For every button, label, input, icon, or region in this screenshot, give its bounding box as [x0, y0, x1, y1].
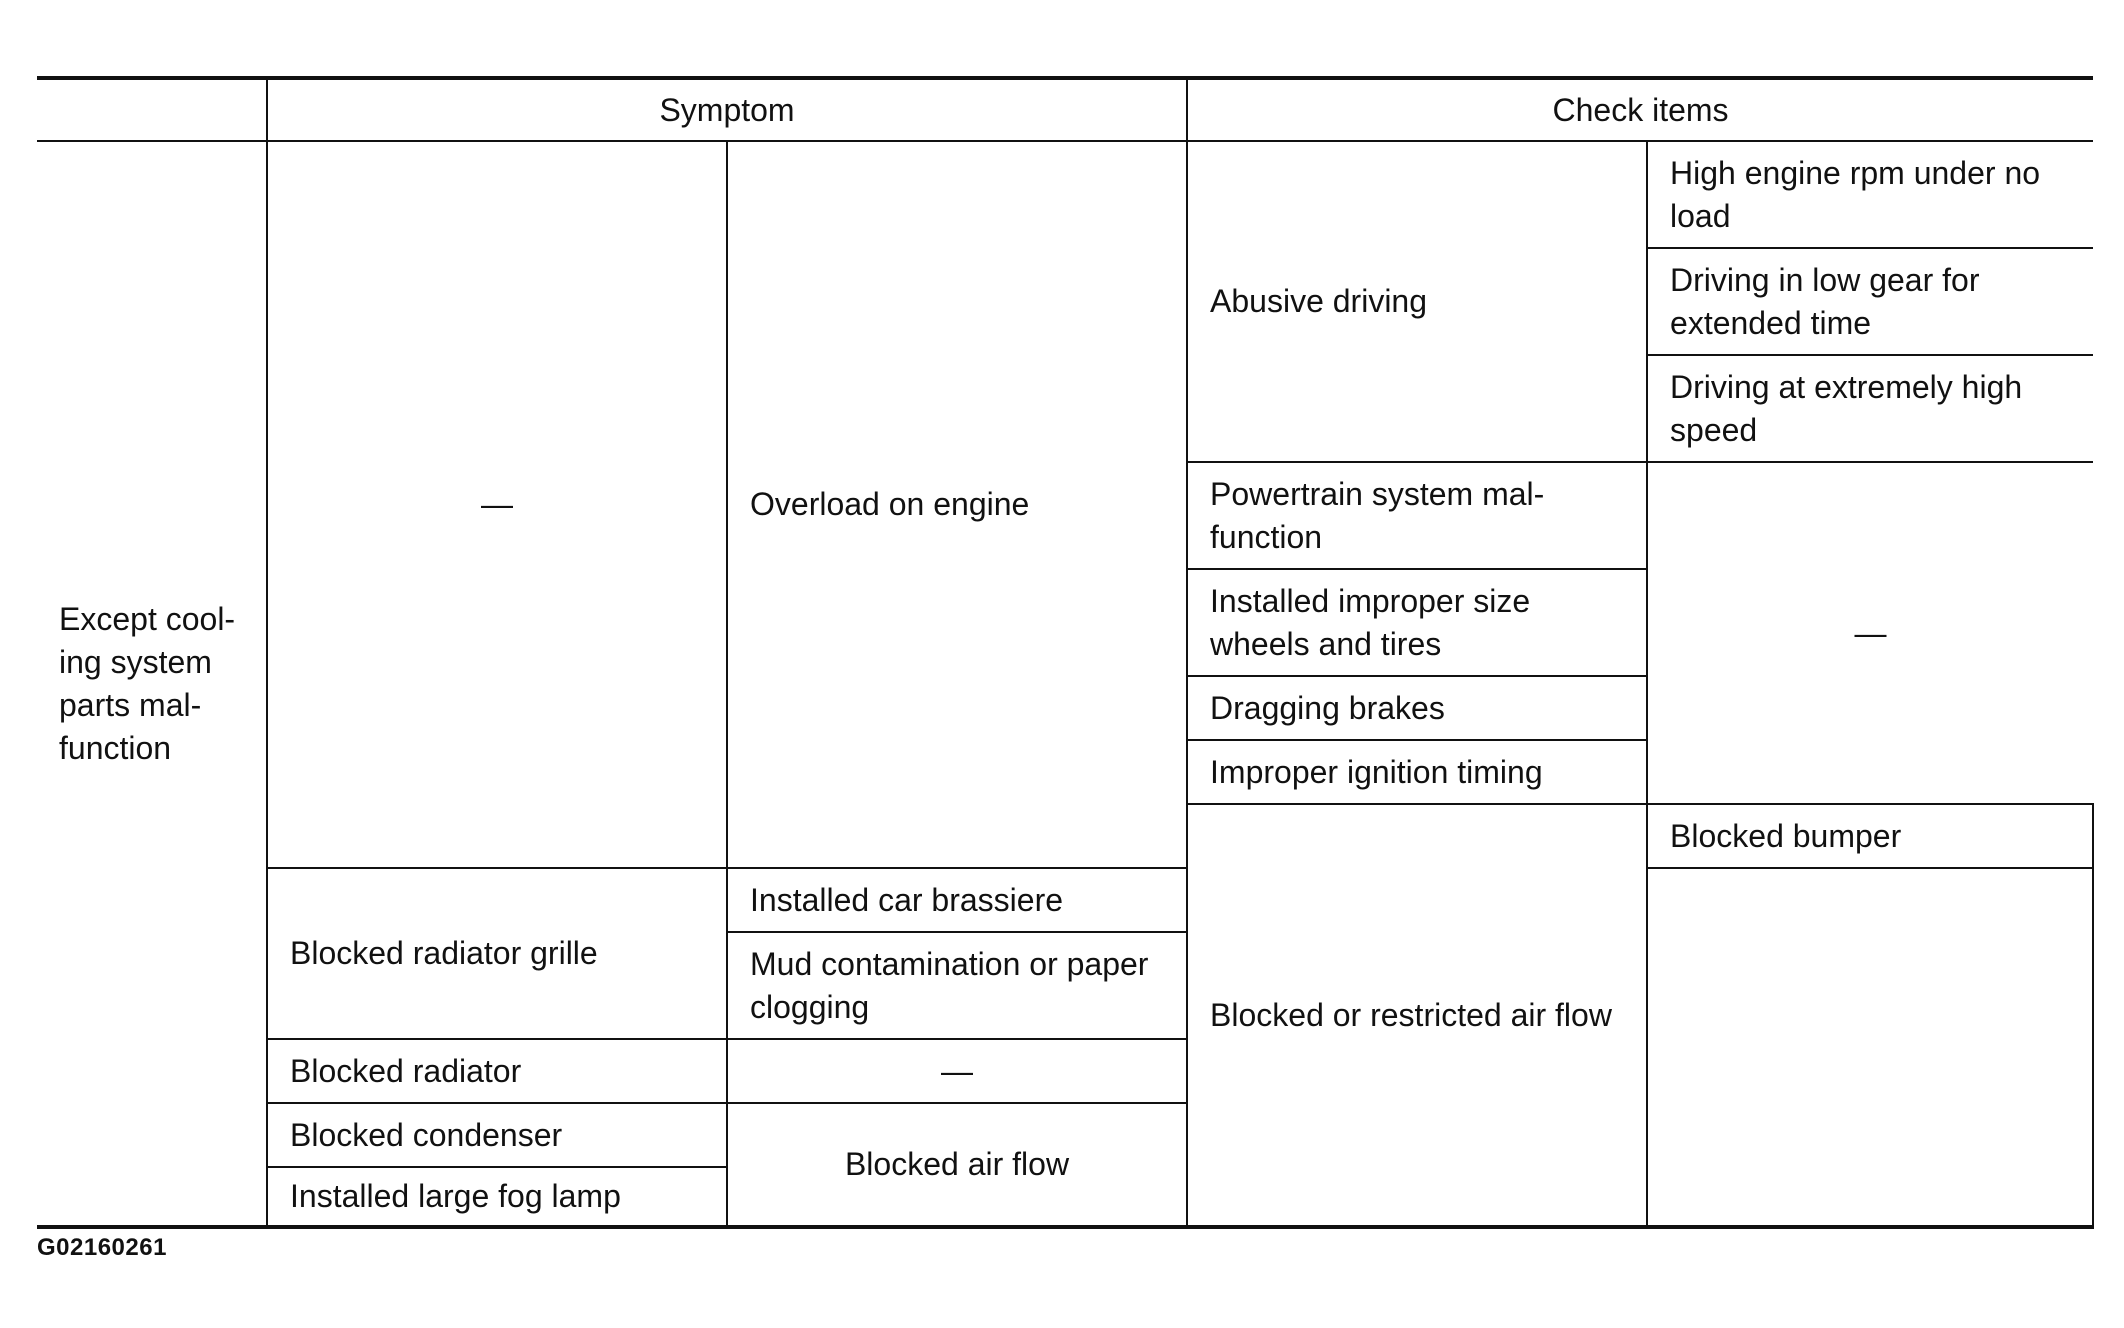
table-row	[37, 141, 2093, 248]
abusive-driving-cell: Abusive driving	[1187, 141, 1647, 462]
car-brassiere-cell: Installed car brassiere	[727, 868, 1187, 932]
header-row	[37, 78, 2093, 141]
radiator-dash-cell: —	[727, 1039, 1187, 1103]
blocked-condenser-cell: Blocked condenser	[267, 1103, 727, 1167]
table-row	[37, 1103, 2093, 1167]
fog-lamp-cell: Installed large fog lamp	[267, 1167, 727, 1227]
diagnosis-document	[37, 76, 2093, 1229]
blocked-air-cell: Blocked or restricted air flow	[1187, 804, 1647, 1227]
high-rpm-cell: High engine rpm under no load	[1647, 141, 2093, 248]
dragging-brakes-cell: Dragging brakes	[1187, 676, 1647, 740]
category-cell: Except cool- ing system parts mal- function	[37, 141, 267, 1227]
blocked-radiator-cell: Blocked radiator	[267, 1039, 727, 1103]
blocked-bumper-cell: Blocked bumper	[1647, 804, 2093, 868]
header-blank-cell	[37, 78, 267, 141]
overheat-cause-table	[37, 76, 2093, 1229]
low-gear-cell: Driving in low gear for extended time	[1647, 248, 2093, 355]
check-dash-cell: —	[1647, 462, 2093, 804]
table-row	[37, 868, 2093, 932]
table-row	[37, 1039, 2093, 1103]
blocked-air-flow-cell: Blocked air flow	[727, 1103, 1187, 1227]
symptom-dash-cell: —	[267, 141, 727, 868]
high-speed-cell: Driving at extremely high speed	[1647, 355, 2093, 462]
wheels-tires-cell: Installed improper size wheels and tires	[1187, 569, 1647, 676]
header-check-items: Check items	[1187, 78, 2093, 141]
header-symptom: Symptom	[267, 78, 1187, 141]
mud-contamination-cell: Mud contamination or paper clogging	[727, 932, 1187, 1039]
ignition-timing-cell: Improper ignition timing	[1187, 740, 1647, 804]
powertrain-cell: Powertrain system mal- function	[1187, 462, 1647, 569]
blocked-grille-cell: Blocked radiator grille	[267, 868, 727, 1039]
overload-cell: Overload on engine	[727, 141, 1187, 868]
figure-code: G02160261	[37, 1234, 167, 1261]
